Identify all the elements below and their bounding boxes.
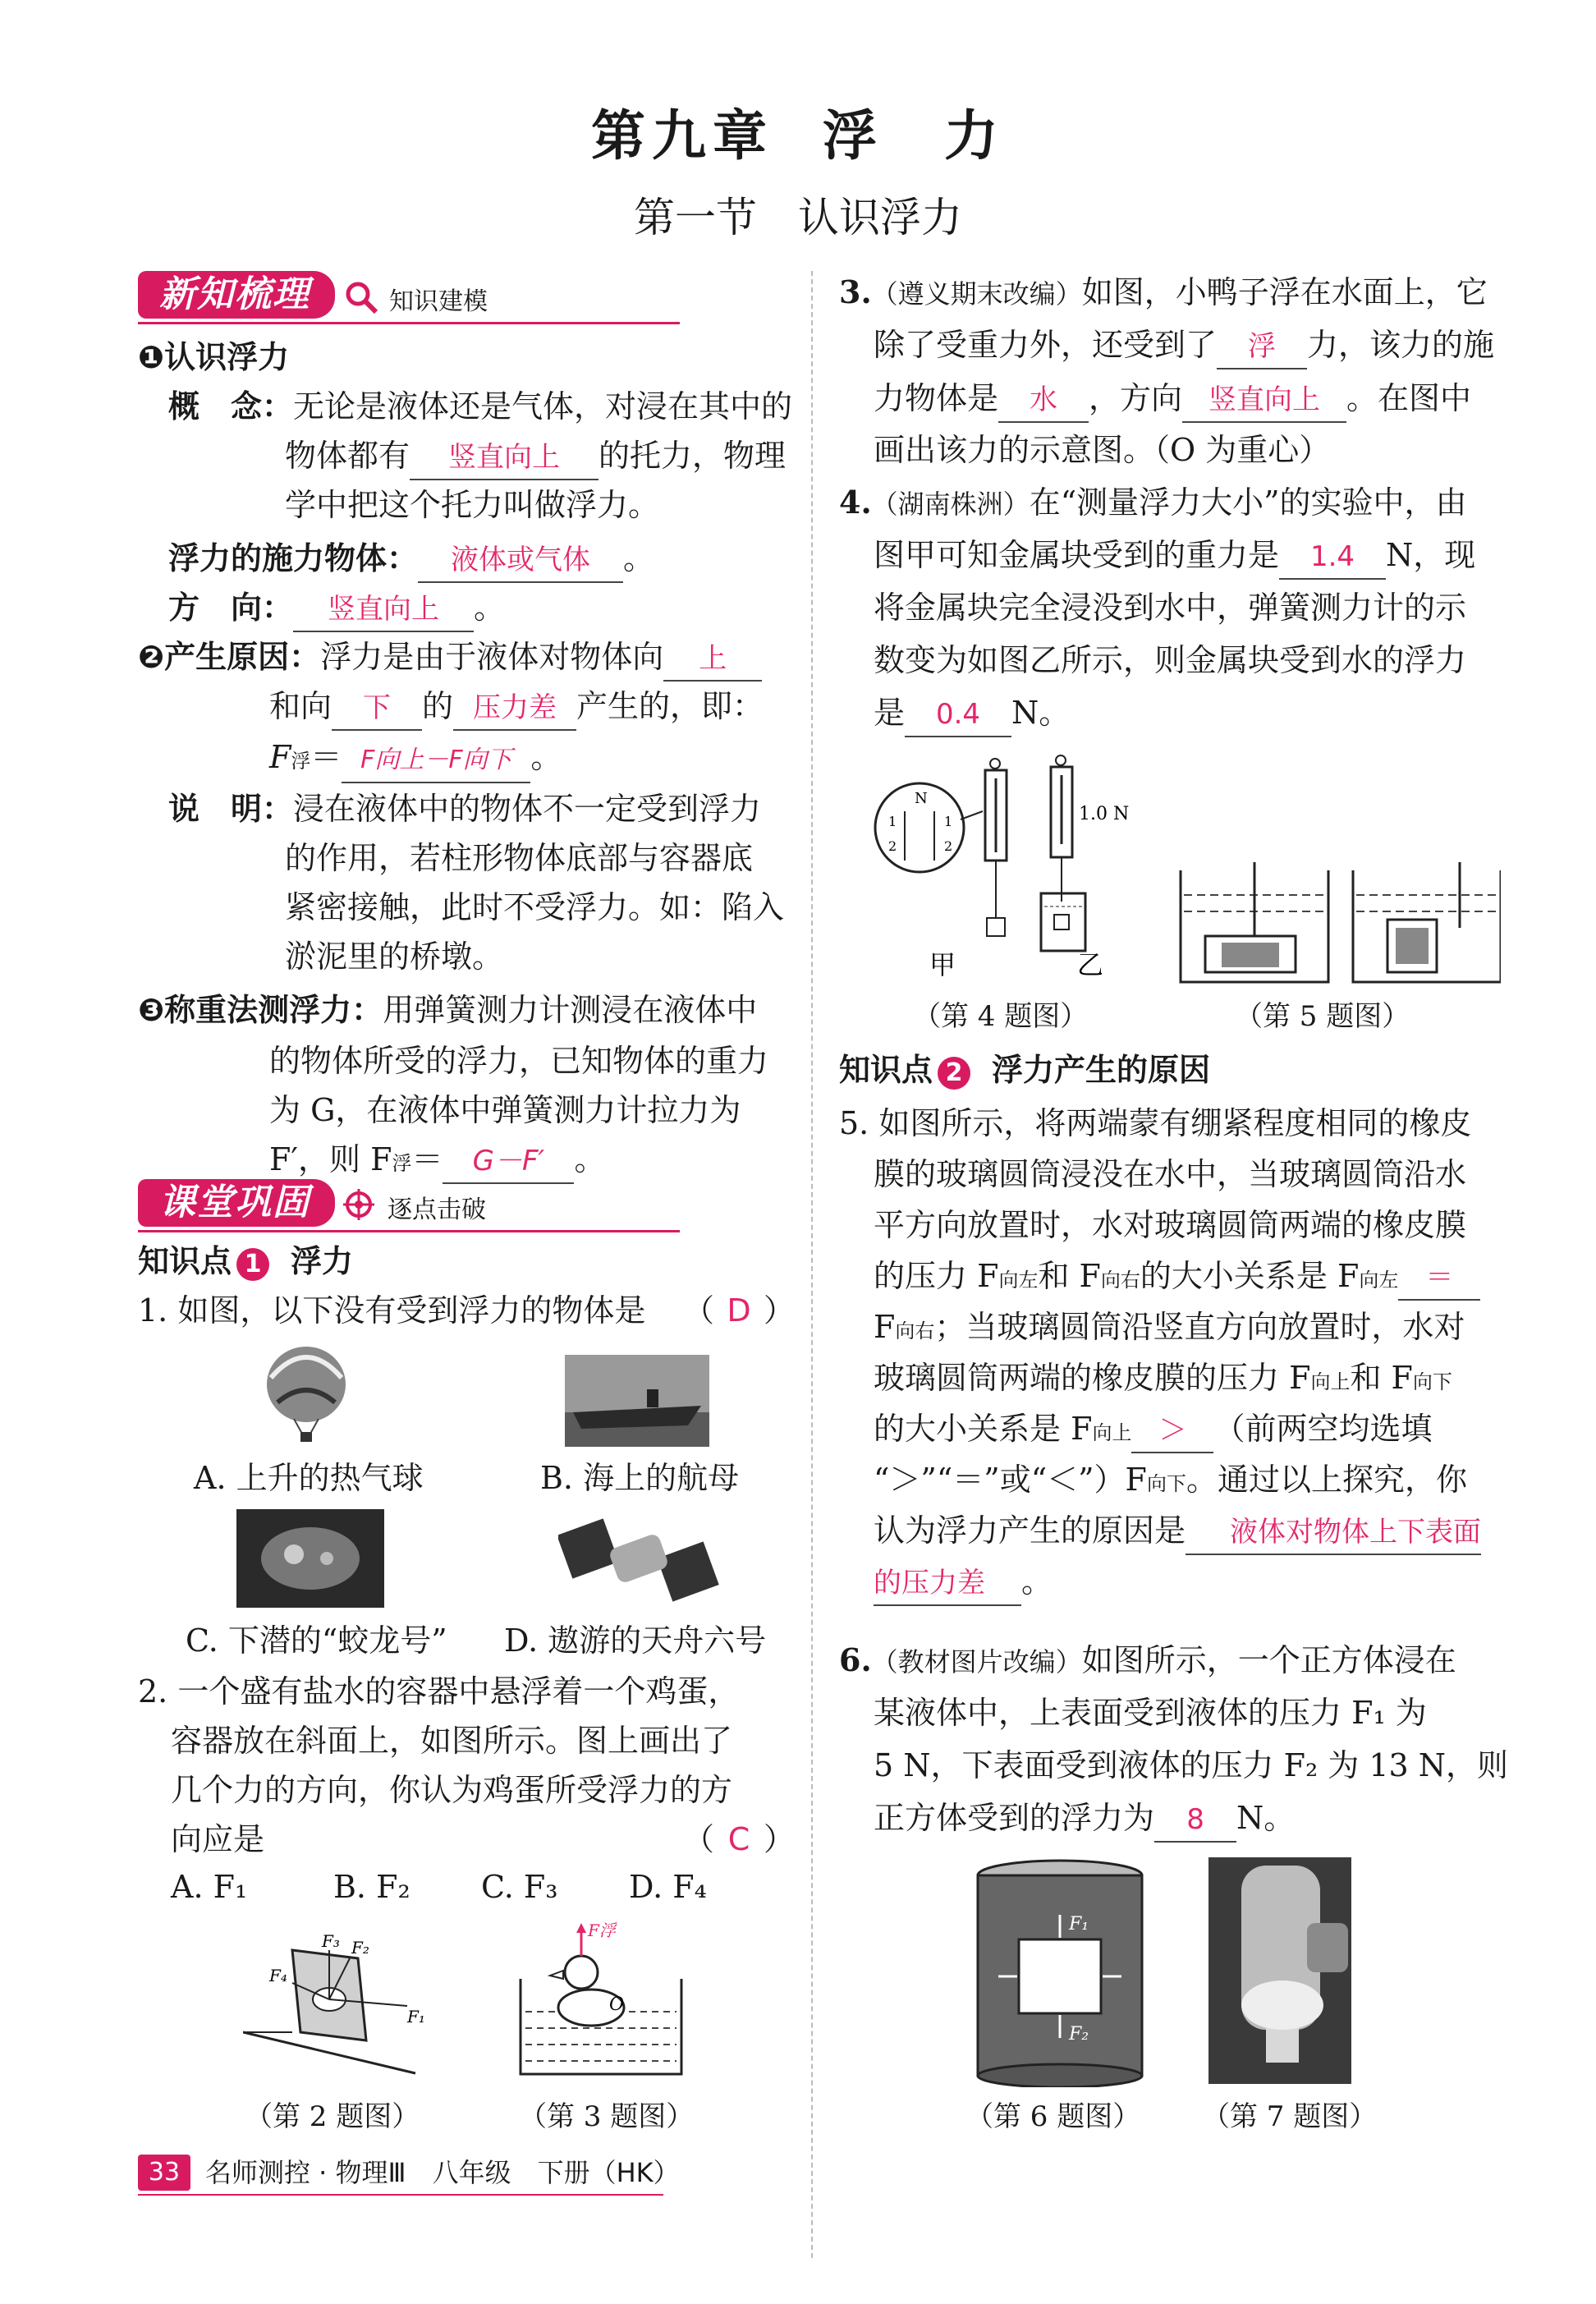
subscript: 向上 bbox=[1310, 1370, 1351, 1393]
q4-line2 bbox=[874, 530, 1475, 580]
answer-blank: 液体或气体 bbox=[418, 539, 623, 583]
scale-unit-label: N bbox=[915, 790, 928, 807]
aircraft-carrier-image bbox=[565, 1355, 709, 1447]
magnifier-icon bbox=[343, 279, 379, 315]
banner-rule bbox=[138, 1230, 680, 1232]
f1-label: F₁ bbox=[407, 2007, 425, 2026]
subscript: 浮 bbox=[291, 750, 311, 773]
source: （教材图片改编） bbox=[871, 1646, 1082, 1678]
q2-line3: 几个力的方向，你认为鸡蛋所受浮力的方 bbox=[171, 1772, 733, 1808]
answer-blank: 竖直向上 bbox=[293, 588, 474, 632]
q7-fig-caption: （第 7 题图） bbox=[1202, 2100, 1378, 2133]
text: ；当玻璃圆筒沿竖直方向放置时，水对 bbox=[934, 1309, 1465, 1345]
text: 。 bbox=[530, 739, 562, 775]
k3-heading: ❸称重法测浮力： bbox=[138, 992, 383, 1028]
text: 认为浮力产生的原因是 bbox=[874, 1512, 1186, 1549]
text: 玻璃圆筒两端的橡皮膜的压力 F bbox=[874, 1360, 1311, 1396]
q1-option-c: C. 下潜的“蛟龙号” bbox=[186, 1622, 447, 1659]
subscript: 浮 bbox=[392, 1152, 412, 1175]
subscript: 向右 bbox=[895, 1320, 935, 1342]
k1-concept-line1 bbox=[168, 382, 792, 431]
text: 是 bbox=[874, 695, 906, 731]
k2-note-line3: 紧密接触，此时不受浮力。如：陷入 bbox=[285, 889, 785, 925]
q2-line2: 容器放在斜面上，如图所示。图上画出了 bbox=[171, 1723, 733, 1759]
q2-answer bbox=[683, 1815, 795, 1864]
label: 浮力的施力物体： bbox=[168, 540, 419, 576]
kp-title: 浮力产生的原因 bbox=[992, 1052, 1211, 1088]
q6-line3: 5 N，下表面受到液体的压力 F₂ 为 13 N，则 bbox=[874, 1747, 1509, 1783]
knowledge-point-1 bbox=[138, 1236, 353, 1281]
kp-label: 知识点 bbox=[138, 1243, 232, 1279]
figure-yi-label: 乙 bbox=[1077, 949, 1104, 980]
q4-fig-caption: （第 4 题图） bbox=[913, 1000, 1089, 1033]
q2-option-c: C. F₃ bbox=[481, 1869, 558, 1905]
jiaolong-submersible-image bbox=[236, 1509, 384, 1608]
tick-1a: 1 bbox=[888, 814, 897, 829]
answer-blank: 压力差 bbox=[453, 686, 576, 731]
text: 无论是液体还是气体，对浸在其中的 bbox=[293, 388, 793, 425]
k1-direction bbox=[168, 583, 505, 632]
f2-label: F₂ bbox=[1069, 2024, 1089, 2045]
section-title bbox=[0, 185, 1596, 244]
tick-1b: 1 bbox=[944, 814, 953, 829]
q5-line4 bbox=[874, 1251, 1480, 1305]
q-num: 4. bbox=[839, 484, 872, 521]
text: 产生的，即： bbox=[576, 688, 764, 724]
answer-blank: 浮 bbox=[1217, 325, 1307, 369]
k2-line2 bbox=[269, 682, 764, 731]
text: 在“测量浮力大小”的实验中，由 bbox=[1029, 484, 1467, 521]
answer-blank: F向上－F向下 bbox=[342, 739, 530, 783]
kp-title: 浮力 bbox=[291, 1243, 354, 1279]
text: ，方向 bbox=[1089, 380, 1183, 416]
chapter-title bbox=[0, 92, 1596, 170]
answer-blank: 8 bbox=[1154, 1798, 1236, 1843]
text: 的 bbox=[422, 688, 454, 724]
text: 浮力是由于液体对物体向 bbox=[320, 639, 664, 675]
text: 如图所示，一个正方体浸在 bbox=[1081, 1642, 1456, 1678]
q5-line6 bbox=[874, 1353, 1452, 1407]
q5-line1: 5. 如图所示，将两端蒙有绷紧程度相同的橡皮 bbox=[839, 1105, 1472, 1141]
q2-option-d: D. F₄ bbox=[629, 1869, 707, 1905]
q5-line3: 平方向放置时，水对玻璃圆筒两端的橡皮膜 bbox=[874, 1207, 1467, 1243]
text: 的托力，物理 bbox=[598, 438, 787, 474]
banner-new-knowledge bbox=[138, 271, 680, 324]
q5-line10 bbox=[874, 1557, 1053, 1606]
answer-blank: 水 bbox=[998, 379, 1089, 423]
source: （遵义期末改编） bbox=[871, 278, 1082, 310]
q5-line5 bbox=[874, 1302, 1465, 1356]
k2-heading: ❷产生原因： bbox=[138, 639, 321, 675]
tick-2a: 2 bbox=[888, 838, 897, 854]
k2-line1 bbox=[138, 632, 762, 682]
q4-line5 bbox=[874, 688, 1070, 737]
answer-letter: D bbox=[727, 1292, 751, 1329]
text: N。 bbox=[1236, 1800, 1296, 1836]
text: 除了受重力外，还受到了 bbox=[874, 327, 1218, 363]
q1-option-a: A. 上升的热气球 bbox=[194, 1460, 424, 1496]
q3-line1 bbox=[839, 268, 1488, 319]
f2-label: F₂ bbox=[351, 1938, 369, 1957]
answer-blank: 液体对物体上下表面 bbox=[1186, 1511, 1481, 1555]
text: 力，该力的施 bbox=[1307, 327, 1495, 363]
text: “＞”“＝”或“＜”）F bbox=[874, 1462, 1147, 1498]
label: 方 向： bbox=[168, 589, 294, 626]
q4-spring-scale-figure bbox=[872, 754, 1167, 984]
k3-line3: 为 G，在液体中弹簧测力计拉力为 bbox=[269, 1092, 741, 1128]
text: 。通过以上探究，你 bbox=[1186, 1462, 1467, 1498]
text: 如图，小鸭子浮在水面上，它 bbox=[1081, 274, 1488, 310]
text: 用弹簧测力计测浸在液体中 bbox=[383, 992, 758, 1028]
q6-line1 bbox=[839, 1636, 1456, 1687]
text: F′，则 F bbox=[269, 1141, 392, 1177]
q2-option-a: A. F₁ bbox=[171, 1869, 248, 1905]
target-icon bbox=[342, 1187, 376, 1222]
label: 说 明： bbox=[168, 790, 294, 827]
kp-number: 1 bbox=[236, 1248, 269, 1281]
q5-cylinders-figure bbox=[1172, 862, 1501, 985]
text: 和向 bbox=[269, 688, 332, 724]
q3-line4: 画出该力的示意图。（O 为重心） bbox=[874, 432, 1331, 468]
answer-blank: 1.4 bbox=[1279, 535, 1386, 580]
k2-note-line2: 的作用，若柱形物体底部与容器底 bbox=[285, 840, 754, 876]
symbol: F bbox=[269, 739, 291, 775]
text: ＝ bbox=[411, 1141, 443, 1177]
text: 浸在液体中的物体不一定受到浮力 bbox=[293, 791, 762, 827]
q5-line9 bbox=[874, 1506, 1481, 1555]
answer-blank: 下 bbox=[332, 686, 422, 731]
text: 正方体受到的浮力为 bbox=[874, 1800, 1155, 1836]
footer-title: 名师测控 · 物理Ⅲ 八年级 下册（HK） bbox=[205, 2157, 680, 2188]
subscript: 向下 bbox=[1146, 1472, 1186, 1495]
scale-reading: 1.0 N bbox=[1079, 804, 1130, 824]
q5-line7 bbox=[874, 1404, 1432, 1457]
q5-line8 bbox=[874, 1455, 1467, 1508]
banner-class-practice bbox=[138, 1179, 680, 1232]
subscript: 向上 bbox=[1092, 1421, 1132, 1444]
f4-label: F₄ bbox=[269, 1966, 287, 1985]
source: （湖南株洲） bbox=[871, 489, 1030, 520]
banner-rule bbox=[138, 322, 680, 324]
q7-bottle-photo bbox=[1208, 1857, 1351, 2084]
answer-blank: 的压力差 bbox=[874, 1562, 1021, 1606]
chapter-number: 第九章 bbox=[591, 103, 773, 168]
q6-line2: 某液体中，上表面受到液体的压力 F₁ 为 bbox=[874, 1695, 1427, 1731]
q1-option-b: B. 海上的航母 bbox=[540, 1460, 740, 1496]
subscript: 向左 bbox=[998, 1269, 1039, 1292]
q-num: 3. bbox=[839, 273, 872, 310]
paren: ） bbox=[764, 1292, 796, 1329]
subscript: 向下 bbox=[1412, 1370, 1452, 1393]
q1-option-d: D. 遨游的天舟六号 bbox=[504, 1622, 767, 1659]
q2-line4: 向应是 bbox=[171, 1821, 265, 1857]
f3-label: F₃ bbox=[322, 1931, 340, 1951]
banner-tag: 课堂巩固 bbox=[138, 1179, 335, 1227]
q2-line1: 2. 一个盛有盐水的容器中悬浮着一个鸡蛋， bbox=[138, 1673, 740, 1710]
banner-subtitle: 逐点击破 bbox=[388, 1196, 486, 1224]
q3-fig-caption: （第 3 题图） bbox=[519, 2100, 695, 2133]
answer-blank: 竖直向上 bbox=[410, 436, 598, 480]
text: 物体都有 bbox=[285, 438, 410, 474]
k1-concept-line2 bbox=[285, 431, 786, 480]
q4-line1 bbox=[839, 478, 1467, 529]
answer-blank: 竖直向上 bbox=[1182, 379, 1346, 423]
q3-line3 bbox=[874, 374, 1471, 423]
subscript: 向左 bbox=[1359, 1269, 1399, 1292]
q1-stem bbox=[138, 1286, 645, 1335]
section-number: 第一节 bbox=[634, 194, 757, 241]
text: 的大小关系是 F bbox=[874, 1411, 1093, 1447]
answer-letter: C bbox=[727, 1821, 750, 1857]
kp-number: 2 bbox=[938, 1057, 970, 1090]
k3-line1 bbox=[138, 985, 757, 1035]
q2-incline-figure bbox=[243, 1917, 432, 2081]
answer-blank: ＝ bbox=[1398, 1256, 1480, 1301]
text: 和 F bbox=[1350, 1360, 1413, 1396]
banner-tag: 新知梳理 bbox=[138, 271, 335, 319]
text: N。 bbox=[1011, 695, 1071, 731]
paren: （ bbox=[683, 1292, 715, 1329]
k2-note-line1 bbox=[168, 784, 761, 833]
kp-label: 知识点 bbox=[839, 1052, 933, 1088]
q3-line2 bbox=[874, 320, 1494, 369]
text: 和 F bbox=[1038, 1258, 1101, 1294]
q6-line4 bbox=[874, 1793, 1295, 1843]
q5-fig-caption: （第 5 题图） bbox=[1235, 1000, 1410, 1033]
q6-cube-figure bbox=[974, 1857, 1146, 2087]
subscript: 向右 bbox=[1100, 1269, 1140, 1292]
k2-note-line4: 淤泥里的桥墩。 bbox=[285, 939, 504, 975]
text: 力物体是 bbox=[874, 380, 999, 416]
q6-fig-caption: （第 6 题图） bbox=[965, 2100, 1141, 2133]
text: N，现 bbox=[1386, 537, 1476, 573]
k1-concept-line3: 学中把这个托力叫做浮力。 bbox=[285, 487, 660, 523]
banner-subtitle: 知识建模 bbox=[389, 287, 488, 316]
text: 。在图中 bbox=[1346, 380, 1472, 416]
column-divider bbox=[811, 271, 813, 2258]
answer-blank: G－F′ bbox=[443, 1140, 574, 1184]
label: 概 念： bbox=[168, 388, 294, 425]
page-number: 33 bbox=[138, 2155, 190, 2191]
text: 1. 如图，以下没有受到浮力的物体是 bbox=[138, 1292, 646, 1329]
hot-air-balloon-image bbox=[261, 1345, 351, 1443]
text: 的大小关系是 F bbox=[1140, 1258, 1360, 1294]
centroid-label: O bbox=[609, 1994, 625, 2015]
buoyancy-label: F浮 bbox=[588, 1921, 616, 1940]
q5-line2: 膜的玻璃圆筒浸没在水中，当玻璃圆筒沿水 bbox=[874, 1156, 1467, 1192]
answer-blank: 上 bbox=[663, 637, 762, 682]
knowledge-point-2 bbox=[839, 1044, 1210, 1090]
k3-line2: 的物体所受的浮力，已知物体的重力 bbox=[269, 1043, 769, 1079]
q2-option-b: B. F₂ bbox=[333, 1869, 410, 1905]
text: （前两空均选填 bbox=[1213, 1411, 1433, 1447]
q1-answer bbox=[683, 1286, 795, 1335]
figure-jia-label: 甲 bbox=[929, 949, 956, 980]
text: 。 bbox=[474, 590, 506, 626]
tick-2b: 2 bbox=[944, 838, 953, 854]
k1-heading: ❶认识浮力 bbox=[138, 339, 290, 375]
q-num: 6. bbox=[839, 1641, 872, 1678]
text: 。 bbox=[574, 1141, 606, 1177]
text: ＝ bbox=[310, 739, 342, 775]
paren: ） bbox=[764, 1821, 796, 1857]
answer-blank: ＞ bbox=[1131, 1409, 1213, 1453]
f1-label: F₁ bbox=[1069, 1914, 1089, 1935]
k1-applier bbox=[168, 534, 654, 583]
k2-formula bbox=[269, 732, 562, 786]
q4-line4: 数变为如图乙所示，则金属块受到水的浮力 bbox=[874, 642, 1467, 678]
paren: （ bbox=[683, 1821, 715, 1857]
text: F bbox=[874, 1309, 896, 1345]
tianzhou-spacecraft-image bbox=[558, 1509, 719, 1611]
text: 的压力 F bbox=[874, 1258, 999, 1294]
q3-duck-figure bbox=[517, 1921, 690, 2077]
footer-rule bbox=[138, 2194, 663, 2196]
q2-fig-caption: （第 2 题图） bbox=[245, 2100, 420, 2133]
text: 。 bbox=[623, 540, 655, 576]
section-name: 认识浮力 bbox=[798, 194, 962, 241]
text: 。 bbox=[1021, 1563, 1053, 1599]
q4-line3: 将金属块完全浸没到水中，弹簧测力计的示 bbox=[874, 590, 1467, 626]
answer-blank: 0.4 bbox=[905, 693, 1011, 737]
text: 图甲可知金属块受到的重力是 bbox=[874, 537, 1280, 573]
chapter-name: 浮 力 bbox=[823, 103, 1005, 168]
